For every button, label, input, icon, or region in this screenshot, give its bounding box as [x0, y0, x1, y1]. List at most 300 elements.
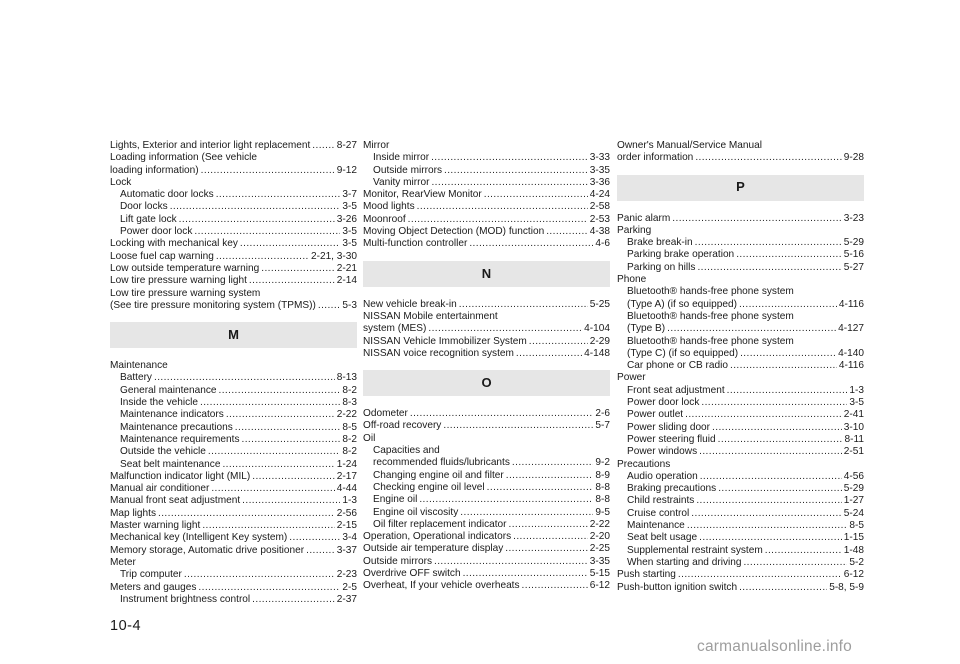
entry-label: When starting and driving	[627, 556, 742, 568]
entry-label: Malfunction indicator light (MIL)	[110, 470, 251, 482]
index-entry	[363, 543, 610, 555]
entry-page-ref: 1-15	[843, 532, 864, 544]
entry-label: Low outside temperature warning	[110, 262, 260, 274]
index-entry	[110, 520, 357, 532]
index-entry	[363, 299, 610, 311]
index-entry	[110, 251, 357, 263]
entry-label: Outside the vehicle	[120, 446, 206, 458]
entry-label: Battery	[120, 372, 152, 384]
entry-page-ref: 4-38	[589, 226, 610, 238]
entry-page-ref: 2-25	[589, 543, 610, 555]
index-entry	[617, 557, 864, 569]
dot-leader	[154, 372, 335, 384]
index-entry	[110, 177, 357, 189]
index-entry	[110, 409, 357, 421]
entry-page-ref: 2-22	[336, 409, 357, 421]
entry-label: Push-button ignition switch	[617, 581, 738, 593]
index-entry	[110, 140, 357, 152]
entry-label: Outside air temperature display	[363, 543, 504, 555]
dot-leader	[699, 532, 842, 544]
dot-leader	[242, 495, 340, 507]
entry-page-ref: 8-13	[336, 372, 357, 384]
entry-page-ref: 2-14	[336, 275, 357, 287]
entry-page-ref: 2-58	[589, 201, 610, 213]
entry-label: Overdrive OFF switch	[363, 568, 461, 580]
watermark-text[interactable]: carmanualsonline.info	[697, 638, 852, 655]
index-entry	[363, 482, 610, 494]
index-column-3	[617, 140, 864, 594]
entry-label: Memory storage, Automatic drive positioner	[110, 544, 305, 556]
entry-label: (See tire pressure monitoring system (TPMS))	[110, 299, 316, 311]
entry-page-ref: 4-116	[838, 360, 864, 372]
index-entry	[617, 508, 864, 520]
entry-label: Power steering fluid	[627, 433, 716, 445]
entry-page-ref: 8-8	[595, 494, 610, 506]
entry-label: Checking engine oil level	[373, 481, 485, 493]
entry-label: Oil filter replacement indicator	[373, 518, 507, 530]
dot-leader	[443, 420, 593, 432]
page-number: 10-4	[110, 618, 142, 634]
entry-label: General maintenance	[120, 384, 217, 396]
entry-page-ref: 8-27	[336, 140, 357, 151]
entry-page-ref: 8-5	[849, 520, 864, 532]
entry-label: Seat belt usage	[627, 532, 698, 544]
entry-page-ref: 1-24	[336, 458, 357, 470]
index-entry	[617, 422, 864, 434]
entry-page-ref: 3-5	[342, 201, 357, 213]
entry-label: Mechanical key (Intelligent Key system)	[110, 532, 288, 544]
dot-leader	[765, 545, 842, 557]
entry-label: Manual front seat adjustment	[110, 495, 241, 507]
index-entry	[363, 140, 610, 152]
entry-page-ref: 2-15	[336, 520, 357, 532]
entry-label: Vanity mirror	[373, 176, 430, 188]
entry-page-ref: 8-9	[595, 469, 610, 481]
entry-label: Audio operation	[627, 470, 698, 482]
dot-leader	[184, 569, 335, 581]
index-entry	[363, 165, 610, 177]
entry-label: Moonroof	[363, 213, 406, 225]
index-entry	[110, 483, 357, 495]
entry-label: Loose fuel cap warning	[110, 250, 214, 262]
dot-leader	[216, 189, 341, 201]
entry-label: Odometer	[363, 408, 408, 420]
index-entry	[363, 494, 610, 506]
index-entry	[617, 237, 864, 249]
index-entry	[363, 470, 610, 482]
entry-label: Braking precautions	[627, 483, 717, 495]
dot-leader	[484, 189, 588, 201]
dot-leader	[695, 152, 841, 164]
entry-label: Brake break-in	[627, 237, 693, 249]
dot-leader	[509, 519, 588, 531]
index-entry	[617, 262, 864, 274]
index-entry	[617, 532, 864, 544]
index-entry	[363, 420, 610, 432]
dot-leader	[736, 249, 842, 261]
entry-label: Trip computer	[120, 569, 182, 581]
entry-label: Panic alarm	[617, 212, 671, 224]
entry-page-ref: 2-29	[589, 335, 610, 347]
entry-label: Monitor, RearView Monitor	[363, 189, 482, 201]
dot-leader	[410, 408, 594, 420]
section-heading: M	[110, 322, 357, 348]
index-column-2	[363, 140, 610, 593]
entry-label: Maintenance	[110, 360, 168, 372]
index-entry	[363, 556, 610, 568]
entry-label: Cruise control	[627, 507, 690, 519]
dot-leader	[242, 434, 341, 446]
index-entry	[363, 408, 610, 420]
entry-label: recommended fluids/lubricants	[373, 457, 510, 469]
entry-page-ref: 5-24	[843, 507, 864, 519]
entry-label: Child restraints	[627, 495, 695, 507]
dot-leader	[194, 226, 340, 238]
entry-page-ref: 3-37	[336, 544, 357, 556]
entry-page-ref: 3-10	[843, 421, 864, 433]
index-entry	[363, 214, 610, 226]
entry-page-ref: 2-23	[336, 569, 357, 581]
index-entry	[363, 568, 610, 580]
index-entry	[363, 189, 610, 201]
index-entry	[617, 140, 864, 152]
dot-leader	[408, 214, 588, 226]
index-entry	[363, 507, 610, 519]
index-entry	[617, 459, 864, 471]
entry-label: Meters and gauges	[110, 581, 197, 593]
entry-page-ref: 4-104	[584, 323, 610, 335]
entry-label: Locking with mechanical key	[110, 238, 238, 250]
entry-label: Seat belt maintenance	[120, 458, 221, 470]
entry-label: Operation, Operational indicators	[363, 531, 512, 543]
dot-leader	[699, 446, 842, 458]
entry-label: Overheat, If your vehicle overheats	[363, 580, 520, 592]
entry-page-ref: 4-116	[838, 298, 864, 310]
index-entry	[110, 557, 357, 569]
entry-page-ref: 2-41	[843, 409, 864, 421]
index-entry	[110, 545, 357, 557]
dot-leader	[198, 582, 340, 594]
index-entry	[617, 311, 864, 323]
index-entry	[617, 249, 864, 261]
entry-label: Automatic door locks	[120, 189, 214, 201]
index-entry	[110, 165, 357, 177]
index-entry	[617, 348, 864, 360]
entry-page-ref: 2-5	[342, 581, 357, 593]
dot-leader	[739, 299, 837, 311]
dot-leader	[701, 397, 847, 409]
entry-page-ref: 5-15	[589, 568, 610, 580]
entry-label: Master warning light	[110, 520, 201, 532]
entry-page-ref: 5-8, 5-9	[829, 581, 864, 593]
entry-page-ref: 3-33	[589, 152, 610, 164]
index-entry	[110, 397, 357, 409]
entry-page-ref: 4-127	[838, 323, 864, 335]
dot-leader	[529, 336, 588, 348]
entry-page-ref: 6-12	[843, 569, 864, 581]
dot-leader	[211, 483, 334, 495]
entry-page-ref: 3-36	[589, 176, 610, 188]
dot-leader	[463, 568, 588, 580]
index-entry	[363, 311, 610, 323]
dot-leader	[434, 556, 588, 568]
index-entry	[363, 457, 610, 469]
index-entry	[363, 226, 610, 238]
entry-page-ref: 1-3	[849, 384, 864, 396]
entry-label: Meter	[110, 556, 136, 568]
entry-page-ref: 9-28	[843, 152, 864, 164]
dot-leader	[431, 177, 587, 189]
index-entry	[110, 459, 357, 471]
index-entry	[363, 445, 610, 457]
dot-leader	[158, 508, 335, 520]
entry-page-ref: 9-12	[336, 164, 357, 176]
index-entry	[617, 336, 864, 348]
index-entry	[110, 508, 357, 520]
entry-label: Inside mirror	[373, 152, 430, 164]
entry-label: Owner's Manual/Service Manual	[617, 140, 762, 151]
dot-leader	[678, 569, 842, 581]
dot-leader	[730, 360, 837, 372]
entry-label: Phone	[617, 274, 647, 286]
index-entry	[110, 495, 357, 507]
entry-page-ref: 4-148	[584, 347, 610, 359]
index-entry	[617, 545, 864, 557]
dot-leader	[431, 152, 588, 164]
entry-page-ref: 8-2	[342, 446, 357, 458]
entry-page-ref: 8-11	[844, 433, 864, 445]
entry-label: Bluetooth® hands-free phone system	[627, 310, 794, 322]
entry-page-ref: 8-3	[342, 397, 357, 409]
index-entry	[110, 189, 357, 201]
dot-leader	[444, 165, 588, 177]
index-entry	[617, 483, 864, 495]
entry-page-ref: 5-16	[843, 249, 864, 261]
entry-label: Loading information (See vehicle	[110, 152, 258, 164]
index-entry	[617, 360, 864, 372]
entry-label: Capacities and	[373, 445, 440, 457]
entry-label: Supplemental restraint system	[627, 544, 763, 556]
entry-label: system (MES)	[363, 323, 427, 335]
dot-leader	[252, 471, 335, 483]
dot-leader	[718, 483, 842, 495]
index-entry	[617, 471, 864, 483]
index-entry	[110, 201, 357, 213]
dot-leader	[249, 275, 335, 287]
index-entry	[110, 372, 357, 384]
entry-label: Maintenance precautions	[120, 421, 233, 433]
entry-page-ref: 2-20	[589, 531, 610, 543]
entry-label: Maintenance	[627, 520, 685, 532]
index-entry	[363, 580, 610, 592]
entry-label: NISSAN Vehicle Immobilizer System	[363, 335, 527, 347]
entry-label: Front seat adjustment	[627, 384, 725, 396]
dot-leader	[513, 531, 588, 543]
dot-leader	[428, 323, 582, 335]
entry-label: loading information)	[110, 164, 199, 176]
index-entry	[363, 531, 610, 543]
entry-page-ref: 3-5	[342, 238, 357, 250]
dot-leader	[208, 446, 341, 458]
entry-page-ref: 3-35	[589, 164, 610, 176]
entry-page-ref: 6-12	[589, 580, 610, 592]
dot-leader	[226, 409, 335, 421]
dot-leader	[306, 545, 335, 557]
dot-leader	[506, 470, 594, 482]
entry-page-ref: 8-2	[342, 433, 357, 445]
index-entry	[617, 434, 864, 446]
entry-page-ref: 2-6	[595, 408, 610, 420]
entry-label: Precautions	[617, 458, 671, 470]
entry-label: New vehicle break-in	[363, 298, 457, 310]
index-entry	[363, 323, 610, 335]
dot-leader	[667, 323, 836, 335]
dot-leader	[522, 580, 588, 592]
index-column-1	[110, 140, 357, 606]
dot-leader	[460, 507, 593, 519]
index-entry	[110, 288, 357, 300]
dot-leader	[222, 459, 334, 471]
index-entry	[110, 152, 357, 164]
entry-page-ref: 2-56	[336, 507, 357, 519]
entry-page-ref: 5-3	[342, 299, 357, 311]
dot-leader	[252, 594, 335, 606]
entry-page-ref: 3-23	[843, 212, 864, 224]
entry-label: Lock	[110, 176, 132, 188]
index-entry	[363, 201, 610, 213]
entry-label: Power door lock	[627, 397, 700, 409]
dot-leader	[201, 165, 335, 177]
index-entry	[110, 434, 357, 446]
index-entry	[110, 385, 357, 397]
dot-leader	[417, 201, 588, 213]
entry-label: Off-road recovery	[363, 420, 442, 432]
entry-page-ref: 9-2	[595, 457, 610, 469]
entry-label: Map lights	[110, 507, 157, 519]
dot-leader	[700, 471, 842, 483]
dot-leader	[235, 422, 341, 434]
entry-label: Parking on hills	[627, 261, 696, 273]
entry-page-ref: 5-7	[595, 420, 610, 432]
entry-label: Car phone or CB radio	[627, 360, 728, 372]
entry-page-ref: 4-140	[838, 347, 864, 359]
index-entry	[617, 569, 864, 581]
section-heading: P	[617, 175, 864, 201]
index-entry	[110, 594, 357, 606]
dot-leader	[261, 263, 335, 275]
section-heading: O	[363, 370, 610, 396]
index-entry	[110, 226, 357, 238]
dot-leader	[739, 582, 827, 594]
dot-leader	[516, 348, 582, 360]
entry-page-ref: 8-5	[342, 421, 357, 433]
entry-label: (Type A) (if so equipped)	[627, 298, 737, 310]
entry-label: NISSAN voice recognition system	[363, 347, 514, 359]
entry-label: NISSAN Mobile entertainment	[363, 310, 498, 322]
index-entry	[110, 263, 357, 275]
entry-page-ref: 3-35	[589, 555, 610, 567]
entry-page-ref: 3-5	[342, 226, 357, 238]
section-heading: N	[363, 261, 610, 287]
entry-label: Power	[617, 372, 646, 384]
dot-leader	[505, 543, 588, 555]
entry-label: Engine oil viscosity	[373, 506, 459, 518]
entry-page-ref: 5-29	[843, 483, 864, 495]
entry-label: Changing engine oil and filter	[373, 469, 504, 481]
dot-leader	[240, 238, 340, 250]
entry-page-ref: 4-44	[336, 483, 357, 495]
index-entry	[363, 519, 610, 531]
entry-label: (Type B)	[627, 323, 666, 335]
index-entry	[363, 336, 610, 348]
entry-page-ref: 4-6	[595, 238, 610, 250]
dot-leader	[170, 201, 341, 213]
index-entry	[617, 274, 864, 286]
entry-page-ref: 2-22	[589, 518, 610, 530]
dot-leader	[289, 532, 340, 544]
dot-leader	[697, 262, 841, 274]
dot-leader	[469, 238, 593, 250]
entry-label: Manual air conditioner	[110, 483, 210, 495]
entry-page-ref: 2-37	[336, 593, 357, 605]
entry-page-ref: 2-17	[336, 470, 357, 482]
entry-page-ref: 2-53	[589, 213, 610, 225]
index-entry	[363, 152, 610, 164]
dot-leader	[200, 397, 340, 409]
dot-leader	[691, 508, 842, 520]
dot-leader	[487, 482, 594, 494]
entry-label: Power door lock	[120, 226, 193, 238]
entry-page-ref: 5-2	[849, 556, 864, 568]
entry-label: Instrument brightness control	[120, 593, 251, 605]
entry-page-ref: 8-2	[342, 384, 357, 396]
entry-label: Low tire pressure warning light	[110, 275, 247, 287]
entry-page-ref: 5-25	[589, 298, 610, 310]
index-entry	[617, 495, 864, 507]
index-entry	[110, 422, 357, 434]
entry-label: Parking brake operation	[627, 249, 735, 261]
index-entry	[363, 177, 610, 189]
index-entry	[363, 238, 610, 250]
entry-page-ref: 3-4	[342, 532, 357, 544]
entry-label: Outside mirrors	[363, 555, 432, 567]
entry-page-ref: 3-7	[342, 189, 357, 201]
dot-leader	[318, 300, 341, 312]
entry-page-ref: 5-27	[843, 261, 864, 273]
index-entry	[617, 520, 864, 532]
dot-leader	[685, 409, 842, 421]
entry-page-ref: 1-27	[843, 495, 864, 507]
index-entry	[617, 397, 864, 409]
entry-label: Outside mirrors	[373, 164, 442, 176]
dot-leader	[727, 385, 848, 397]
entry-page-ref: 3-26	[336, 213, 357, 225]
entry-label: order information	[617, 152, 694, 164]
index-entry	[110, 582, 357, 594]
index-entry	[110, 300, 357, 312]
index-entry	[617, 152, 864, 164]
entry-page-ref: 2-21, 3-30	[310, 250, 357, 262]
entry-page-ref: 3-5	[849, 397, 864, 409]
entry-page-ref: 1-48	[843, 544, 864, 556]
entry-label: (Type C) (if so equipped)	[627, 347, 739, 359]
entry-page-ref: 8-8	[595, 481, 610, 493]
dot-leader	[740, 348, 836, 360]
entry-label: Parking	[617, 224, 652, 236]
dot-leader	[202, 520, 334, 532]
dot-leader	[312, 140, 335, 152]
index-entry	[110, 360, 357, 372]
